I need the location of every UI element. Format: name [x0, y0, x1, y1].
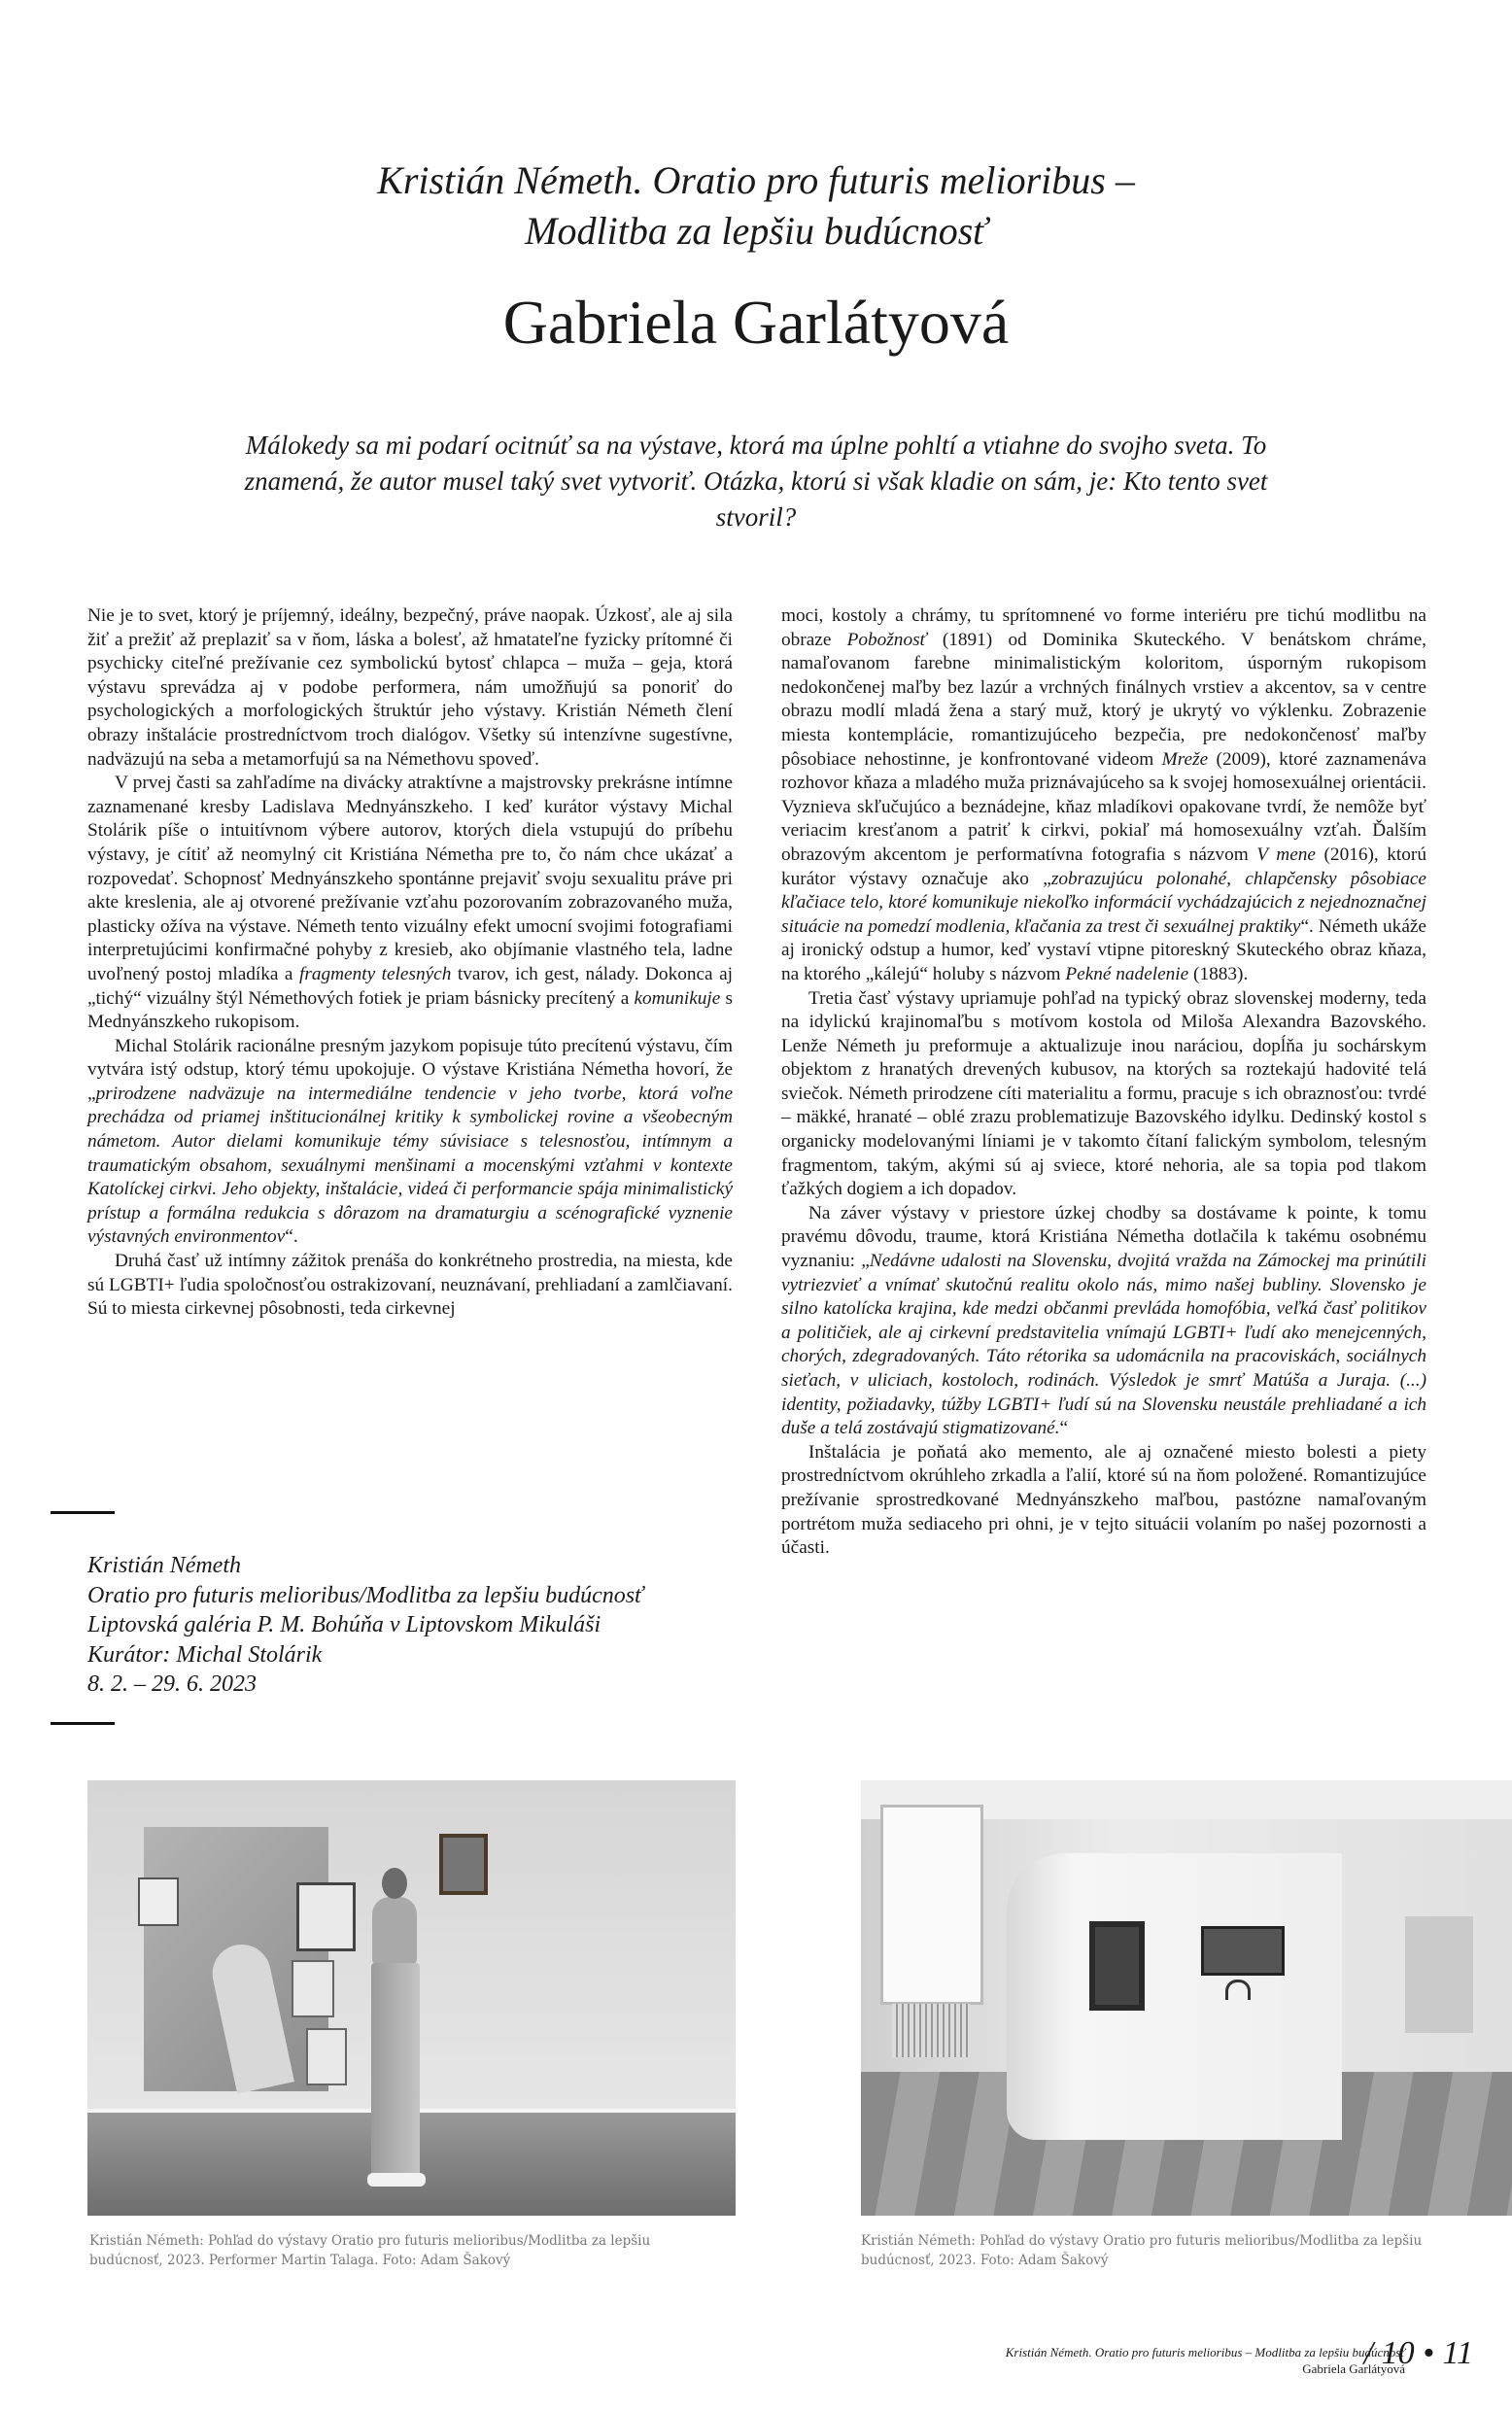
exhibition-title: Oratio pro futuris melioribus/Modlitba za lepšiu budúcnosť	[87, 1582, 643, 1608]
text-run: s Mednyánszkeho rukopisom.	[87, 987, 733, 1033]
italic-text: Pekné nadelenie	[1065, 963, 1189, 984]
divider-bottom	[51, 1722, 115, 1725]
running-author: Gabriela Garlátyová	[1302, 2361, 1405, 2376]
divider-top	[51, 1511, 115, 1514]
adjacent-room-doorway	[1405, 1916, 1473, 2033]
body-paragraph	[781, 604, 1426, 987]
framed-drawing	[306, 2028, 347, 2085]
text-run: Na záver výstavy v priestore úzkej chodby sa dostávame k pointe, k tomu pravému dôvodu, traume, ktorá Kristiána Németha dotlačila k takému osobnému vyznaniu: „	[781, 1202, 1426, 1272]
video-screen	[1201, 1926, 1285, 1976]
italic-text: Mreže	[1161, 748, 1209, 770]
framed-drawing	[296, 1882, 356, 1951]
article-author: Gabriela Garlátyová	[502, 288, 1010, 357]
exhibition-info	[87, 1551, 643, 1700]
performer-shoes	[367, 2173, 426, 2187]
text-run: Tretia časť výstavy upriamuje pohľad na typický obraz slovenskej moderny, teda na idylickú krajinomaľbu s motívom kostola od Miloša Alexandra Bazovského. Lenže Németh ju preformuje a aktualizuje inou naráciou, dopĺňa ju sochárskym objektom z hranatých drevených kubusov, na ktorých sa roztekajú hadovité telá sviečok. Németh prirodzene cíti materialitu a formu, pracuje s ich obraznosťou: tvrdé – mäkké, hranaté – oblé zrazu problematizuje Bazovského idylku. Dedinský kostol s organicky modelovanými líniami je v takomto čítaní falickým symbolom, telesným fragmentom, takým, akými sú aj sviece, ktoré nehoria, ale sa topia pod tlakom ťažkých dogiem a ich dopadov.	[781, 987, 1426, 1200]
hand-shape	[207, 1939, 294, 2093]
photo-caption-2: Kristián Németh: Pohľad do výstavy Oratio pro futuris melioribus/Modlitba za lepšiu budúcnosť, 2023. Foto: Adam Šakový	[861, 2233, 1423, 2268]
performer-head	[382, 1868, 407, 1899]
body-paragraph	[781, 1441, 1426, 1561]
framed-painting	[1089, 1921, 1145, 2011]
italic-text: fragmenty telesných	[298, 963, 452, 984]
text-run: (1891) od Dominika Skuteckého. V benátskom chráme, namaľovanom farebne minimalistickým koloritom, úsporným rukopisom nedokončenej maľby bez lazúr a vrchných finálnych vrstiev a akcentov, sa v centre obrazu modlí mladá žena a starý muž, ktorý je ukrytý vo výklenku. Zobrazenie miesta kontemplácie, romantizujúceho bezpečia, pre nedokončenosť maľby pôsobiace nehostinne, je konfrontované videom	[781, 629, 1426, 770]
radiator	[892, 2004, 970, 2057]
body-paragraph	[87, 1035, 733, 1250]
performer-torso	[372, 1897, 417, 1965]
text-run: moci, kostoly a chrámy, tu sprítomnené vo forme interiéru pre tichú modlitbu na obraze	[781, 605, 1426, 650]
exhibition-curator: Kurátor: Michal Stolárik	[87, 1641, 323, 1668]
text-run: (1883).	[1188, 963, 1249, 984]
exhibition-dates: 8. 2. – 29. 6. 2023	[87, 1671, 257, 1697]
body-paragraph	[781, 1202, 1426, 1441]
article-title	[0, 155, 1512, 257]
text-run: Druhá časť už intímny zážitok prenáša do konkrétneho prostredia, na miesta, kde sú LGBTI+ ľudia spoločnosťou ostrakizovaní, neuznávaní, prehliadaní a zamlčiavaní. Sú to miesta cirkevnej pôsobnosti, teda cirkevnej	[87, 1251, 733, 1320]
headphones-icon	[1225, 1980, 1251, 2000]
large-hand-photograph	[144, 1827, 328, 2091]
text-run: “.	[285, 1226, 298, 1248]
text-run: (2016), ktorú kurátor výstavy označuje ako „	[781, 844, 1426, 889]
body-paragraph	[87, 604, 733, 772]
exhibition-photo-performer	[87, 1780, 736, 2216]
text-run: tvarov, ich gest, nálady. Dokonca aj „tichý“ vizuálny štýl Némethových fotiek je priam básnicky precítený a	[87, 963, 733, 1009]
article-lede: Málokedy sa mi podarí ocitnúť sa na výstave, ktorá ma úplne pohltí a vtiahne do svojho sveta. To znamená, že autor musel taký svet vytvoriť. Otázka, ktorú si však kladie on sám, je: Kto tento svet stvoril?	[244, 431, 1268, 532]
text-run: “	[1059, 1418, 1069, 1439]
framed-drawing	[292, 1960, 334, 2017]
text-run: “. Németh ukáže aj ironický odstup a humor, keď vystaví vtipne pitoreskný Skuteckého obraz kňaza, na ktorého „kálejú“ holuby s názvom	[781, 915, 1426, 984]
running-title: Kristián Németh. Oratio pro futuris melioribus – Modlitba za lepšiu budúcnosť	[1005, 2345, 1405, 2359]
body-column-right	[781, 604, 1426, 1561]
framed-painting	[439, 1834, 488, 1895]
performer-legs	[371, 1963, 420, 2177]
window	[880, 1805, 983, 2005]
body-column-left	[87, 604, 733, 1322]
body-paragraph	[87, 772, 733, 1035]
text-run: Nie je to svet, ktorý je príjemný, ideálny, bezpečný, práve naopak. Úzkosť, ale aj sila žiť a prežiť až preplaziť sa v ňom, láska a bolesť, až hmatateľne fyzicky prítomné či psychicky citeľné prežívanie cez symbolickú bytosť chlapca – muža – geja, ktorá výstavu sprevádza aj v podobe performera, nám umožňujú sa ponoriť do psychologických a morfologických štruktúr jeho výstavy. Kristián Németh člení obrazy inštalácie prostredníctvom troch dialógov. Všetky sú intenzívne sugestívne, nadväzujú na seba a metamorfujú sa na Némethovu spoveď.	[87, 605, 733, 770]
body-paragraph	[781, 987, 1426, 1202]
text-run: Inštalácia je poňatá ako memento, ale aj označené miesto bolesti a piety prostredníctvom okrúhleho zrkadla a ľalií, ktoré sú na ňom položené. Romantizujúce prežívanie sprostredkované Mednyánszkeho maľbou, pastózne namaľovaným portrétom muža sediaceho pri ohni, je v tejto situácii volaním po našej pozornosti a účasti.	[781, 1441, 1426, 1559]
text-run: V prvej časti sa zahľadíme na divácky atraktívne a majstrovsky prekrásne intímne zaznamenané kresby Ladislava Mednyánszkeho. I keď kurátor výstavy Michal Stolárik píše o intuitívnom výbere autorov, ktorých diela vstupujú do príbehu výstavy, je cítiť až neomylný cit Kristiána Németha pre to, čo nám chce ukázať a rozpovedať. Schopnosť Mednyánszkeho spontánne prejaviť svoju sexualitu práve pri akte kreslenia, ale aj otvorené prežívanie vzťahu pozorovaním zobrazovaného muža, plasticky ožíva na výstave. Németh tento vizuálny efekt umocní svojimi fotografiami interpretujúcimi konfirmačné pohyby z kresieb, ako objímanie vlastného tela, ladne uvoľnený postoj mladíka a	[87, 773, 733, 984]
curved-display-wall	[1007, 1853, 1342, 2140]
article-title-line-2: Modlitba za lepšiu budúcnosť	[525, 209, 987, 253]
page-numbers: / 10 • 11	[1363, 2335, 1473, 2371]
italic-text: V mene	[1256, 844, 1316, 865]
text-run: Michal Stolárik racionálne presným jazykom popisuje túto precítenú výstavu, čím vytvára istý odstup, ktorý tému upokojuje. O výstave Kristiána Németha hovorí, že „	[87, 1035, 733, 1104]
italic-text: Pobožnosť	[846, 629, 927, 650]
text-run: (2009), ktoré zaznamenáva rozhovor kňaza a mladého muža priznávajúceho sa k svojej homosexuálnej orientácii. Vyznieva skľučujúco a beznádejne, kňaz mladíkovi opakovane tvrdí, že nemôže byť veriacim kresťanom a patriť k cirkvi, pokiaľ má homosexuálny vzťah. Ďalším obrazovým akcentom je performatívna fotografia s názvom	[781, 748, 1426, 865]
italic-text: komunikuje	[634, 987, 721, 1009]
exhibition-artist: Kristián Németh	[87, 1553, 242, 1578]
small-framed-drawing	[138, 1877, 179, 1926]
italic-text: Nedávne udalosti na Slovensku, dvojitá vražda na Zámockej ma prinútili vytriezvieť a vnímať skutočnú realitu okolo nás, mimo našej bubliny. Slovensko je silno katolícka krajina, kde medzi občanmi prevláda homofóbia, veľká časť politikov a političiek, ale aj cirkevní predstavitelia vnímajú LGBTI+ ľudí ako menejcenných, chorých, zdegradovaných. Táto rétorika sa udomácnila na pracoviskách, sociálnych sieťach, v uliciach, kostoloch, rodinách. Výsledok je smrť Matúša a Juraja. (...) identity, požiadavky, túžby LGBTI+ ľudí sú na Slovensku neustále prehliadané a ich duše a telá zostávajú stigmatizované.	[781, 1251, 1426, 1439]
italic-text: prirodzene nadväzuje na intermediálne tendencie v jeho tvorbe, ktorá voľne prechádza od priamej inštitucionálnej kritiky k symbolickej rovine a všeobecným námetom. Autor dielami komunikuje témy súvisiace s telesnosťou, intímnym a traumatickým obsahom, sexuálnymi menšinami a mocenskými vzťahmi v kontexte Katolíckej cirkvi. Jeho objekty, inštalácie, videá či performancie spája minimalistický prístup a formálna redukcia s dôrazom na dramaturgiu a scénografické vyznenie výstavných environmentov	[87, 1083, 733, 1248]
exhibition-photo-room	[861, 1780, 1512, 2216]
exhibition-venue: Liptovská galéria P. M. Bohúňa v Liptovskom Mikuláši	[87, 1612, 601, 1637]
article-title-line-1: Kristián Németh. Oratio pro futuris melioribus –	[377, 158, 1135, 202]
running-footer	[1006, 2344, 1405, 2377]
photo-caption-1: Kristián Németh: Pohľad do výstavy Oratio pro futuris melioribus/Modlitba za lepšiu budúcnosť, 2023. Performer Martin Talaga. Foto: Adam Šakový	[89, 2233, 651, 2268]
italic-text: zobrazujúcu polonahé, chlapčensky pôsobiace kľačiace telo, ktoré komunikuje niekoľko informácií vychádzajúcich z nejednoznačnej situácie na pomedzí modlenia, kľačania za trest či sexuálnej praktiky	[781, 868, 1426, 937]
body-paragraph	[87, 1250, 733, 1322]
